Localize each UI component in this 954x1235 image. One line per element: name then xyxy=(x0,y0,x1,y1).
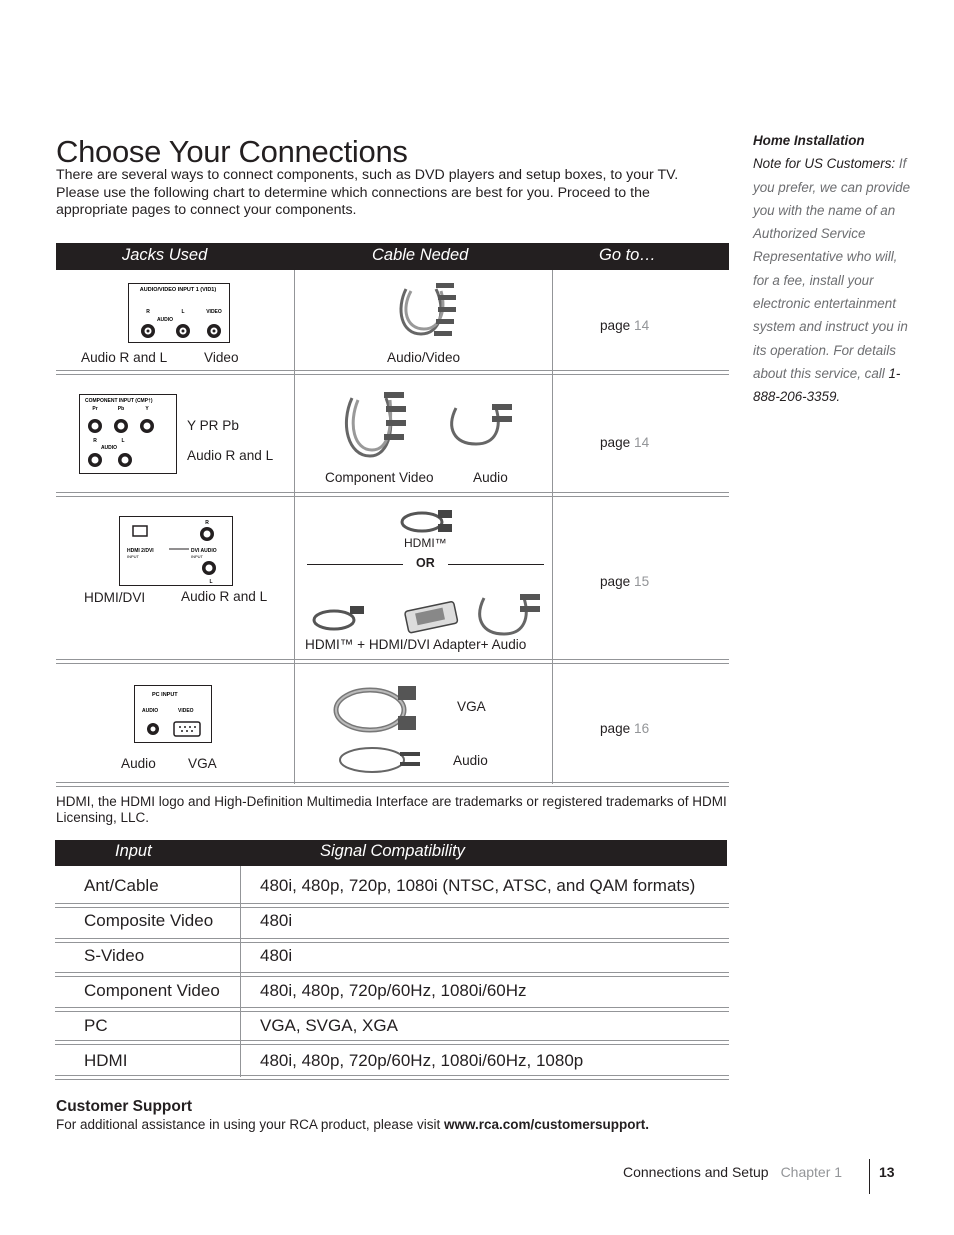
svg-text:L: L xyxy=(209,579,213,585)
row-separator xyxy=(55,938,729,943)
column-divider xyxy=(294,270,295,784)
jack-label: Audio R and L xyxy=(187,448,274,463)
hdmi-cable-illustration xyxy=(310,602,368,634)
jack-label: Audio xyxy=(121,756,156,771)
audio-cable-illustration xyxy=(336,742,426,776)
svg-text:L: L xyxy=(121,438,125,444)
trademark-note: HDMI, the HDMI logo and High-Definition Multimedia Interface are trademarks or registered trademarks of HDMI Licensing, LLC. xyxy=(56,794,727,825)
jack-label: VGA xyxy=(188,756,217,771)
svg-text:INPUT: INPUT xyxy=(127,554,139,559)
svg-text:R: R xyxy=(205,520,209,526)
svg-text:AUDIO: AUDIO xyxy=(142,708,159,714)
svg-text:AUDIO: AUDIO xyxy=(100,445,118,451)
row-separator xyxy=(56,659,729,664)
or-divider-line xyxy=(448,564,544,565)
hdmi-dvi-adapter-illustration xyxy=(402,596,464,636)
sidebar-body: If you prefer, we can provide you with the name of an Authorized Service Representative who will, for a fee, install your electronic entertainment system and instruct you in its operation. For details about this service, call xyxy=(753,156,911,381)
input-cell: Ant/Cable xyxy=(84,876,159,895)
or-label: OR xyxy=(416,556,435,570)
jack-label: Audio R and L xyxy=(81,350,168,365)
header-go-to: Go to… xyxy=(599,246,656,264)
or-divider-line xyxy=(307,564,403,565)
cable-label: HDMI™ xyxy=(404,536,447,550)
sidebar-note xyxy=(753,129,913,409)
page-link[interactable]: 14 xyxy=(634,318,650,333)
svg-text:INPUT: INPUT xyxy=(191,554,203,559)
cable-label: Audio xyxy=(473,470,508,485)
component-input-panel-diagram xyxy=(79,394,177,474)
cable-label: HDMI™ + HDMI/DVI Adapter+ Audio xyxy=(305,637,527,652)
svg-text:Y: Y xyxy=(145,406,149,412)
signal-cell: 480i, 480p, 720p/60Hz, 1080i/60Hz, 1080p xyxy=(260,1051,584,1070)
customer-support-text: For additional assistance in using your RCA product, please visit www.rca.com/customersupport. xyxy=(56,1117,650,1132)
support-url-link[interactable]: www.rca.com/customersupport. xyxy=(443,1117,650,1132)
footer-divider xyxy=(869,1159,870,1194)
audio-cable-illustration xyxy=(474,588,546,638)
row-separator xyxy=(55,903,729,908)
page-link[interactable]: 15 xyxy=(634,574,650,589)
svg-text:L: L xyxy=(181,309,185,315)
page-reference: page 15 xyxy=(600,574,650,589)
jack-label: Audio R and L xyxy=(181,589,268,604)
svg-text:R: R xyxy=(93,438,97,444)
row-separator xyxy=(56,782,729,787)
jack-label: Y PR Pb xyxy=(187,418,239,433)
page-link[interactable]: 14 xyxy=(634,435,650,450)
panel-title-text: COMPONENT INPUT (CMP†) xyxy=(85,398,153,404)
cable-label: Audio xyxy=(453,753,488,768)
av-cable-illustration xyxy=(396,279,462,341)
footer-section xyxy=(623,1164,842,1180)
intro-paragraph: There are several ways to connect components, such as DVD players and setup boxes, to your TV. Please use the following chart to determine which connections are best for you. Proceed to the appropriate pages to connect your components. xyxy=(56,167,679,218)
signal-cell: 480i xyxy=(260,911,293,930)
page-reference: page 14 xyxy=(600,318,650,333)
page-number: 13 xyxy=(879,1164,895,1180)
signal-cell: 480i, 480p, 720p/60Hz, 1080i/60Hz xyxy=(260,981,527,1000)
column-divider xyxy=(552,270,553,784)
row-separator xyxy=(55,1040,729,1045)
input-cell: S-Video xyxy=(84,946,145,965)
cable-label: Audio/Video xyxy=(387,350,461,365)
cable-label: VGA xyxy=(457,699,486,714)
svg-text:Pr: Pr xyxy=(92,406,98,412)
pc-input-panel-diagram xyxy=(134,685,212,743)
component-cable-illustration xyxy=(340,384,410,464)
svg-text:R: R xyxy=(146,309,150,315)
input-cell: Composite Video xyxy=(84,911,214,930)
customer-support-heading: Customer Support xyxy=(56,1098,193,1115)
panel-title-text: AUDIO/VIDEO INPUT 1 (VID1) xyxy=(139,287,217,293)
row-separator xyxy=(55,972,729,977)
page-link[interactable]: 16 xyxy=(634,721,650,736)
svg-text:AUDIO: AUDIO xyxy=(156,317,174,323)
svg-text:HDMI 2/DVI: HDMI 2/DVI xyxy=(127,548,154,554)
panel-title-text: PC INPUT xyxy=(152,692,178,698)
footer-section-title: Connections and Setup xyxy=(623,1164,769,1180)
audio-cable-illustration xyxy=(446,398,516,448)
row-separator xyxy=(55,1075,729,1080)
page-title: Choose Your Connections xyxy=(56,134,408,169)
svg-text:VIDEO: VIDEO xyxy=(178,708,194,714)
jack-label: Video xyxy=(204,350,239,365)
page-reference: page 14 xyxy=(600,435,650,450)
row-separator xyxy=(56,370,729,375)
hdmi-dvi-panel-diagram xyxy=(119,516,233,588)
row-separator xyxy=(55,1007,729,1012)
connections-table-header xyxy=(56,243,729,270)
signal-cell: 480i xyxy=(260,946,293,965)
sidebar-phone: 1-888-206-3359. xyxy=(753,365,901,405)
page-reference: page 16 xyxy=(600,721,650,736)
header-jacks-used: Jacks Used xyxy=(122,246,208,264)
av-input-panel-diagram xyxy=(128,283,230,343)
input-cell: PC xyxy=(84,1016,108,1035)
row-separator xyxy=(56,492,729,497)
header-cable-needed: Cable Neded xyxy=(372,246,469,264)
input-cell: HDMI xyxy=(84,1051,128,1070)
hdmi-cable-illustration xyxy=(400,508,456,536)
jack-label: HDMI/DVI xyxy=(84,590,146,605)
signal-cell: 480i, 480p, 720p, 1080i (NTSC, ATSC, and QAM formats) xyxy=(260,876,696,895)
footer-chapter: Chapter 1 xyxy=(780,1164,843,1180)
sidebar-heading: Home Installation xyxy=(753,133,865,148)
header-signal-compatibility: Signal Compatibility xyxy=(320,842,465,860)
signal-cell: VGA, SVGA, XGA xyxy=(260,1016,398,1035)
input-cell: Component Video xyxy=(84,981,220,1000)
vga-cable-illustration xyxy=(332,684,424,736)
svg-text:Pb: Pb xyxy=(117,406,125,412)
cable-label: Component Video xyxy=(325,470,434,485)
header-input: Input xyxy=(115,842,152,860)
svg-text:VIDEO: VIDEO xyxy=(206,309,222,315)
svg-text:DVI AUDIO: DVI AUDIO xyxy=(191,548,217,554)
signal-table-header xyxy=(55,840,727,866)
sidebar-note-label: Note for US Customers: xyxy=(753,156,896,172)
